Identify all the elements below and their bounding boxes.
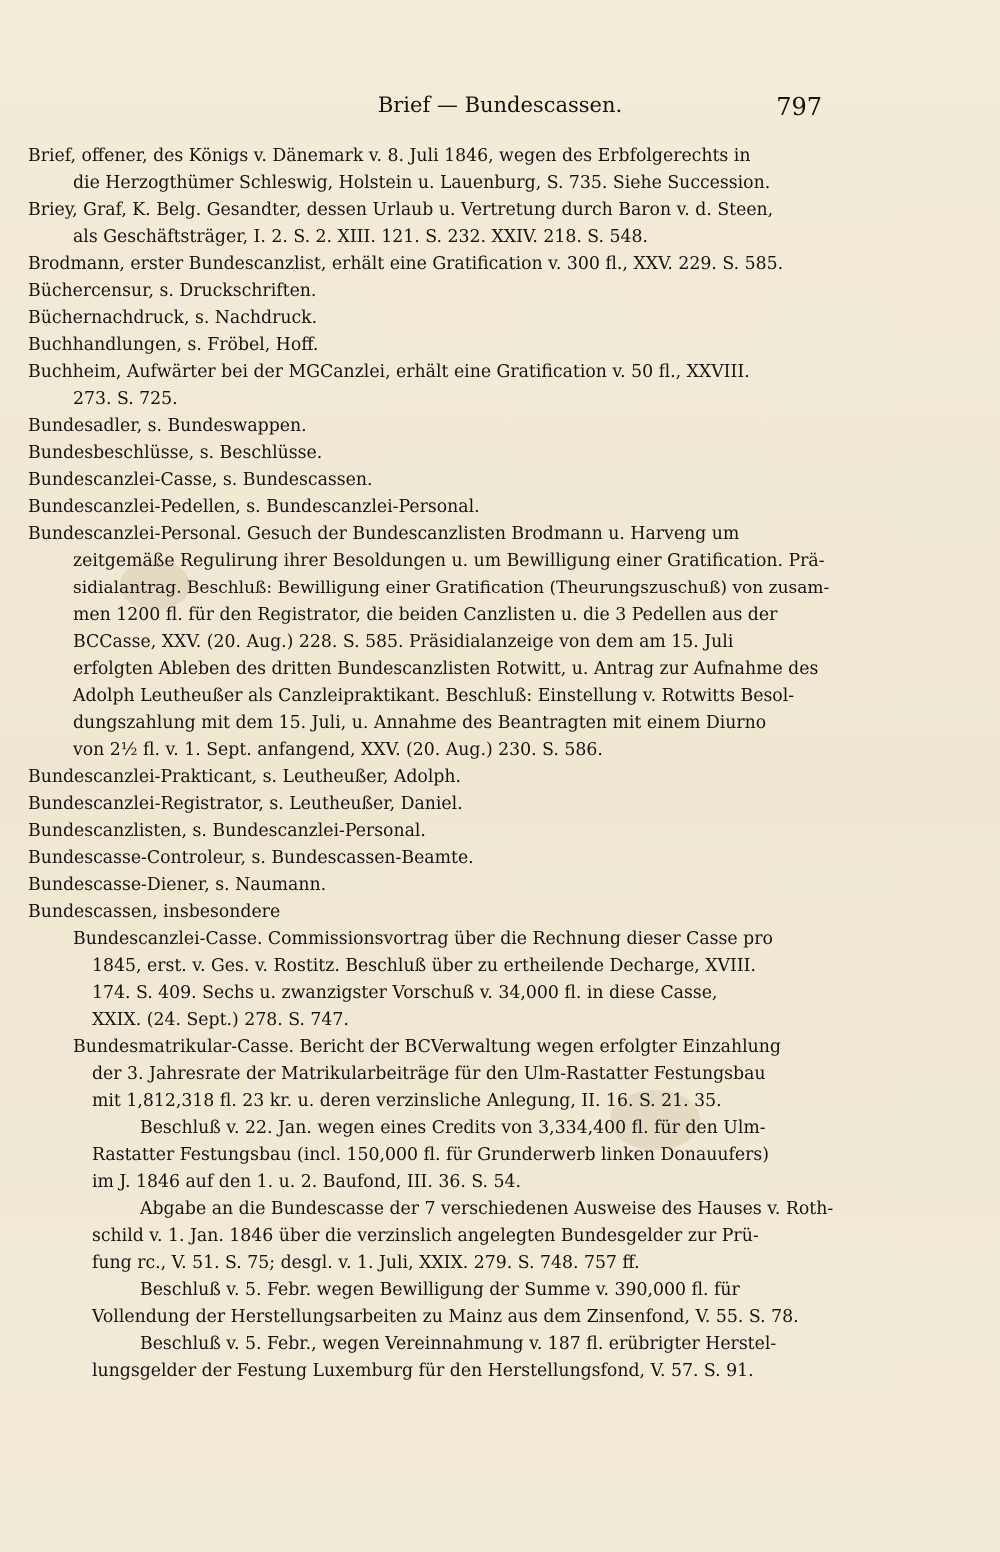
index-line: fung rc., V. 51. S. 75; desgl. v. 1. Juli, XXIX. 279. S. 748. 757 ff. xyxy=(92,1253,640,1273)
index-line: Briey, Graf, K. Belg. Gesandter, dessen Urlaub u. Vertretung durch Baron v. d. Steen, xyxy=(28,200,774,220)
index-line: Bundescanzlei-Casse, s. Bundescassen. xyxy=(28,470,373,490)
index-line: als Geschäftsträger, I. 2. S. 2. XIII. 121. S. 232. XXIV. 218. S. 548. xyxy=(73,227,648,247)
running-title: Brief — Bundescassen. xyxy=(377,93,623,117)
index-line: 273. S. 725. xyxy=(73,389,178,409)
index-line: 1845, erst. v. Ges. v. Rostitz. Beschluß über zu ertheilende Decharge, XVIII. xyxy=(92,956,756,976)
index-line: mit 1,812,318 fl. 23 kr. u. deren verzinsliche Anlegung, II. 16. S. 21. 35. xyxy=(92,1091,722,1111)
index-line: Bundesmatrikular-Casse. Bericht der BCVerwaltung wegen erfolgter Einzahlung xyxy=(73,1037,781,1057)
index-line: 174. S. 409. Sechs u. zwanzigster Vorschuß v. 34,000 fl. in diese Casse, xyxy=(92,983,718,1003)
index-line: Rastatter Festungsbau (incl. 150,000 fl. für Grunderwerb linken Donauufers) xyxy=(92,1145,769,1165)
index-line: BCCasse, XXV. (20. Aug.) 228. S. 585. Präsidialanzeige von dem am 15. Juli xyxy=(73,632,734,652)
index-line: XXIX. (24. Sept.) 278. S. 747. xyxy=(92,1010,349,1030)
index-line: erfolgten Ableben des dritten Bundescanzlisten Rotwitt, u. Antrag zur Aufnahme des xyxy=(73,659,819,679)
index-line: Abgabe an die Bundescasse der 7 verschiedenen Ausweise des Hauses v. Roth- xyxy=(140,1199,834,1219)
index-line: Bundescanzlei-Pedellen, s. Bundescanzlei-Personal. xyxy=(28,497,480,517)
index-line: Brodmann, erster Bundescanzlist, erhält eine Gratification v. 300 fl., XXV. 229. S. 585. xyxy=(28,254,784,274)
index-line: Büchercensur, s. Druckschriften. xyxy=(28,281,317,301)
index-line: Bundescanzlei-Prakticant, s. Leutheußer, Adolph. xyxy=(28,767,462,787)
index-line: Bundesbeschlüsse, s. Beschlüsse. xyxy=(28,443,323,463)
index-entries xyxy=(28,143,833,1385)
index-line: lungsgelder der Festung Luxemburg für den Herstellungsfond, V. 57. S. 91. xyxy=(92,1361,754,1381)
index-line: Büchernachdruck, s. Nachdruck. xyxy=(28,308,318,328)
index-line: Adolph Leutheußer als Canzleipraktikant. Beschluß: Einstellung v. Rotwitts Besol- xyxy=(73,686,795,706)
index-line: Bundescanzlisten, s. Bundescanzlei-Personal. xyxy=(28,821,426,841)
index-line: Buchhandlungen, s. Fröbel, Hoff. xyxy=(28,335,319,355)
index-line: men 1200 fl. für den Registrator, die beiden Canzlisten u. die 3 Pedellen aus der xyxy=(73,605,778,625)
index-line: schild v. 1. Jan. 1846 über die verzinslich angelegten Bundesgelder zur Prü- xyxy=(92,1226,759,1246)
index-line: Bundescasse-Controleur, s. Bundescassen-Beamte. xyxy=(28,848,474,868)
index-line: die Herzogthümer Schleswig, Holstein u. Lauenburg, S. 735. Siehe Succession. xyxy=(73,173,771,193)
index-line: Bundescanzlei-Personal. Gesuch der Bundescanzlisten Brodmann u. Harveng um xyxy=(28,524,740,544)
index-line: Beschluß v. 5. Febr. wegen Bewilligung der Summe v. 390,000 fl. für xyxy=(140,1280,740,1300)
index-line: Brief, offener, des Königs v. Dänemark v. 8. Juli 1846, wegen des Erbfolgerechts in xyxy=(28,146,751,166)
index-line: dungszahlung mit dem 15. Juli, u. Annahme des Beantragten mit einem Diurno xyxy=(73,713,767,733)
page-number: 797 xyxy=(776,93,822,121)
index-line: der 3. Jahresrate der Matrikularbeiträge für den Ulm-Rastatter Festungsbau xyxy=(92,1064,766,1084)
index-line: Beschluß v. 22. Jan. wegen eines Credits von 3,334,400 fl. für den Ulm- xyxy=(140,1118,766,1138)
index-line: Vollendung der Herstellungsarbeiten zu Mainz aus dem Zinsenfond, V. 55. S. 78. xyxy=(92,1307,799,1327)
index-line: Beschluß v. 5. Febr., wegen Vereinnahmung v. 187 fl. erübrigter Herstel- xyxy=(140,1334,777,1354)
running-header xyxy=(0,93,1000,127)
index-line: zeitgemäße Regulirung ihrer Besoldungen u. um Bewilligung einer Gratification. Prä- xyxy=(73,551,825,571)
index-line: sidialantrag. Beschluß: Bewilligung einer Gratification (Theurungszuschuß) von zusam- xyxy=(73,578,830,598)
index-line: Bundescassen, insbesondere xyxy=(28,902,281,922)
index-line: von 2½ fl. v. 1. Sept. anfangend, XXV. (20. Aug.) 230. S. 586. xyxy=(73,740,603,760)
index-line: Bundesadler, s. Bundeswappen. xyxy=(28,416,307,436)
index-line: im J. 1846 auf den 1. u. 2. Baufond, III. 36. S. 54. xyxy=(92,1172,522,1192)
index-line: Bundescasse-Diener, s. Naumann. xyxy=(28,875,327,895)
index-line: Bundescanzlei-Casse. Commissionsvortrag über die Rechnung dieser Casse pro xyxy=(73,929,773,949)
index-line: Buchheim, Aufwärter bei der MGCanzlei, erhält eine Gratification v. 50 fl., XXVIII. xyxy=(28,362,750,382)
index-line: Bundescanzlei-Registrator, s. Leutheußer, Daniel. xyxy=(28,794,463,814)
